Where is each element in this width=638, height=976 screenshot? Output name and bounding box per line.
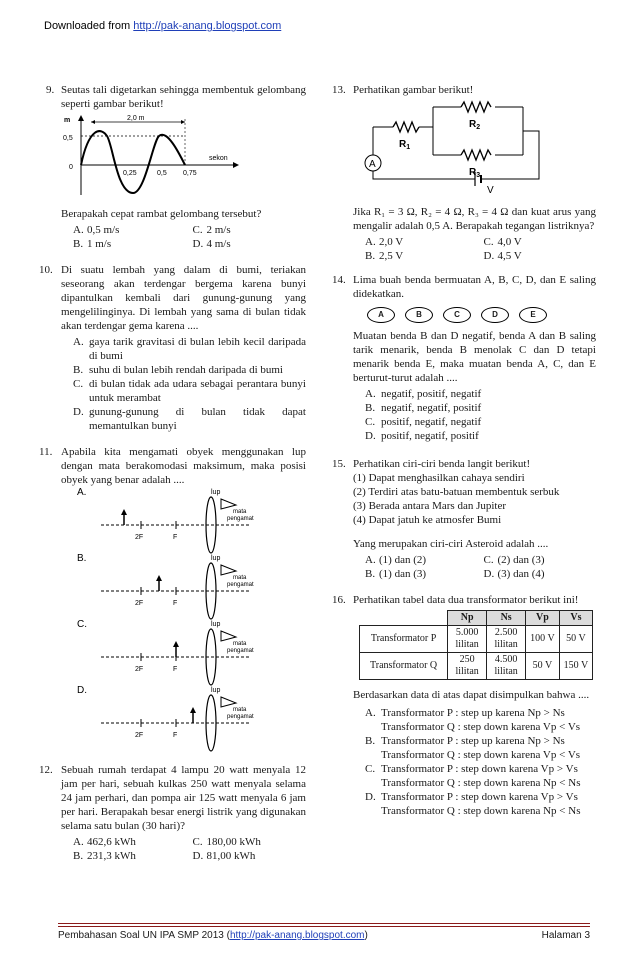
svg-text:mata: mata bbox=[233, 509, 247, 515]
question-prompt: Jika R₁ = 3 Ω, R₂ = 4 Ω, R₃ = 4 Ω dan kuat arus yang mengalir adalah 0,5 A. Berapakah tegangan listriknya? bbox=[353, 206, 596, 232]
header-prefix: Downloaded from bbox=[44, 20, 134, 32]
option-b[interactable]: B. suhu di bulan lebih rendah daripada di bumi bbox=[73, 364, 283, 376]
option-b[interactable]: B. 2,5 V bbox=[365, 250, 404, 262]
footer-link[interactable]: http://pak-anang.blogspot.com bbox=[229, 930, 365, 941]
option-c[interactable]: C. di bulan tidak ada udara sebagai perantara bunyi untuk merambat bbox=[73, 378, 306, 404]
feature-item: (3) Berada antara Mars dan Jupiter bbox=[353, 500, 507, 512]
option-b[interactable]: B. Transformator P : step up karena Np > Ns Transformator Q : step down karena Vp < Vs bbox=[365, 735, 581, 761]
feature-item: (4) Dapat jatuh ke atmosfer Bumi bbox=[353, 514, 502, 526]
question-prompt: Berapakah cepat rambat gelombang tersebut? bbox=[61, 208, 262, 220]
svg-text:lup: lup bbox=[211, 621, 221, 628]
x-tick-05: 0,5 bbox=[157, 170, 167, 177]
axis-label-sekon: sekon bbox=[209, 155, 228, 162]
header-ns: Ns bbox=[487, 611, 526, 626]
page-footer bbox=[58, 930, 590, 941]
svg-text:mata: mata bbox=[233, 641, 247, 647]
svg-text:lup: lup bbox=[211, 489, 221, 496]
options bbox=[347, 235, 596, 263]
question-text: Perhatikan gambar berikut! bbox=[353, 84, 474, 96]
question-9 bbox=[48, 83, 306, 251]
question-text: Perhatikan tabel data dua transformator berikut ini! bbox=[353, 594, 579, 606]
charged-objects bbox=[367, 307, 596, 323]
question-text: Apabila kita mengamati obyek menggunakan lup dengan mata berakomodasi maksimum, maka posisi obyek yang benar adalah .... bbox=[61, 446, 306, 486]
question-number: 9. bbox=[46, 84, 55, 96]
question-prompt: Yang merupakan ciri-ciri Asteroid adalah .... bbox=[353, 538, 549, 550]
question-text: Perhatikan ciri-ciri benda langit berikut! bbox=[353, 458, 531, 470]
object-b: B bbox=[405, 307, 433, 323]
svg-text:2F: 2F bbox=[135, 666, 144, 673]
option-d[interactable]: D. 4 m/s bbox=[192, 238, 231, 250]
page-header bbox=[44, 20, 281, 32]
lens-diagrams bbox=[61, 487, 306, 755]
svg-text:pengamat: pengamat bbox=[227, 516, 254, 522]
object-e: E bbox=[519, 307, 547, 323]
option-c[interactable]: C. 180,00 kWh bbox=[192, 836, 261, 848]
question-13 bbox=[334, 83, 596, 263]
svg-text:A.: A. bbox=[77, 487, 87, 498]
header-vs: Vs bbox=[559, 611, 593, 626]
left-column bbox=[39, 83, 306, 863]
svg-text:C.: C. bbox=[77, 619, 87, 630]
svg-text:2F: 2F bbox=[135, 600, 144, 607]
object-d: D bbox=[481, 307, 509, 323]
lens-diagram-a[interactable] bbox=[77, 487, 254, 553]
option-d[interactable]: D. gunung-gunung di bulan tidak dapat memantulkan bunyi bbox=[73, 406, 306, 432]
option-b[interactable]: B. 1 m/s bbox=[73, 238, 112, 250]
y-tick-05: 0,5 bbox=[63, 135, 73, 142]
question-number: 11. bbox=[39, 446, 53, 458]
option-c[interactable]: C. positif, negatif, negatif bbox=[365, 416, 482, 428]
question-number: 16. bbox=[332, 594, 346, 606]
question-14 bbox=[334, 273, 596, 443]
option-c[interactable]: C. Transformator P : step down karena Vp > Vs Transformator Q : step down karena Np < Ns bbox=[365, 763, 581, 789]
header-link[interactable]: http://pak-anang.blogspot.com bbox=[133, 20, 282, 32]
question-number: 14. bbox=[332, 274, 346, 286]
page-number: Halaman 3 bbox=[541, 930, 590, 941]
question-11 bbox=[39, 445, 306, 759]
footer-suffix: ) bbox=[364, 930, 368, 941]
option-b[interactable]: B. (1) dan (3) bbox=[365, 568, 427, 580]
header-vp: Vp bbox=[526, 611, 560, 626]
option-b[interactable]: B. negatif, negatif, positif bbox=[365, 402, 482, 414]
header-np: Np bbox=[448, 611, 487, 626]
svg-text:F: F bbox=[173, 666, 178, 673]
wave-figure bbox=[61, 113, 261, 199]
object-c: C bbox=[443, 307, 471, 323]
question-number: 10. bbox=[39, 264, 53, 276]
option-b[interactable]: B. 231,3 kWh bbox=[73, 850, 136, 862]
lens-diagram-d[interactable] bbox=[77, 685, 254, 751]
svg-text:F: F bbox=[173, 600, 178, 607]
transformer-table bbox=[359, 610, 593, 680]
table-row: Transformator P 5.000 lilitan 2.500 lilitan 100 V 50 V bbox=[360, 626, 593, 653]
svg-text:R3: $R_3$ bbox=[469, 167, 481, 179]
footer-prefix: Pembahasan Soal UN IPA SMP 2013 ( bbox=[58, 930, 230, 941]
svg-text:lup: lup bbox=[211, 555, 221, 562]
question-number: 12. bbox=[39, 764, 53, 776]
right-column bbox=[334, 83, 596, 818]
lens-diagram-c[interactable] bbox=[77, 619, 254, 685]
length-label: 2,0 m bbox=[127, 115, 145, 122]
table-row: Transformator Q 250 lilitan 4.500 lilitan 50 V 150 V bbox=[360, 653, 593, 680]
question-10 bbox=[39, 263, 306, 433]
question-15 bbox=[334, 457, 596, 581]
question-16 bbox=[334, 593, 596, 818]
feature-item: (2) Terdiri atas batu-batuan membentuk serbuk bbox=[353, 486, 560, 498]
question-text: Lima buah benda bermuatan A, B, C, D, dan E saling didekatkan. bbox=[353, 274, 596, 300]
question-text: Seutas tali digetarkan sehingga membentuk gelombang seperti gambar berikut! bbox=[61, 84, 306, 110]
table-header-row bbox=[360, 611, 593, 626]
svg-text:mata: mata bbox=[233, 575, 247, 581]
svg-text:2F: 2F bbox=[135, 732, 144, 739]
options bbox=[347, 706, 596, 818]
options bbox=[61, 835, 306, 863]
option-d[interactable]: D. Transformator P : step down karena Vp > Vs Transformator Q : step down karena Np < Ns bbox=[365, 791, 581, 817]
feature-list bbox=[347, 471, 596, 527]
svg-text:R2: $R_2$ bbox=[469, 119, 481, 131]
svg-text:pengamat: pengamat bbox=[227, 648, 254, 654]
option-a[interactable]: A. negatif, positif, negatif bbox=[365, 388, 482, 400]
feature-item: (1) Dapat menghasilkan cahaya sendiri bbox=[353, 472, 525, 484]
svg-text:V: V bbox=[487, 185, 494, 196]
option-d[interactable]: D. positif, negatif, positif bbox=[365, 430, 479, 442]
object-a: A bbox=[367, 307, 395, 323]
option-a[interactable]: A. gaya tarik gravitasi di bulan lebih kecil daripada di bumi bbox=[73, 336, 306, 362]
svg-text:2F: 2F bbox=[135, 534, 144, 541]
svg-text:F: F bbox=[173, 732, 178, 739]
option-a[interactable]: A. Transformator P : step up karena Np > Ns Transformator Q : step down karena Vp < Vs bbox=[365, 707, 581, 733]
options bbox=[61, 335, 306, 433]
option-d[interactable]: D. (3) dan (4) bbox=[483, 568, 545, 580]
question-prompt: Muatan benda B dan D negatif, benda A dan B saling tarik menarik, benda B menolak C dan D tetapi menarik benda E, maka muatan benda A, C, dan E berturut-turut adalah .... bbox=[353, 330, 596, 384]
option-c[interactable]: C. 4,0 V bbox=[483, 236, 522, 248]
axis-label-m: m bbox=[64, 117, 71, 124]
option-d[interactable]: D. 4,5 V bbox=[483, 250, 522, 262]
circuit-figure bbox=[353, 99, 553, 197]
footer-rule bbox=[58, 926, 590, 927]
question-text: Sebuah rumah terdapat 4 lampu 20 watt menyala 12 jam per hari, sebuah kulkas 250 watt menyala selama 24 jam perhari, dan pompa air 125 watt menyala 6 jam per hari. Berapakah besar energi listrik yang digunakan selama satu bulan (30 hari)? bbox=[61, 764, 306, 832]
question-number: 13. bbox=[332, 84, 346, 96]
options bbox=[347, 553, 596, 581]
svg-text:mata: mata bbox=[233, 707, 247, 713]
option-c[interactable]: C. 2 m/s bbox=[192, 224, 231, 236]
svg-text:R1: $R_1$ bbox=[399, 139, 411, 151]
svg-text:A: A bbox=[369, 159, 376, 170]
options bbox=[347, 387, 596, 443]
svg-text:pengamat: pengamat bbox=[227, 582, 254, 588]
question-text: Di suatu lembah yang dalam di bumi, teriakan seseorang akan terdengar bergema karena bunyi dipantulkan kembali dari gunung-gunung yang mengelilinginya. Di lembah yang sama di bulan tidak akan terdengar gema karena .... bbox=[61, 264, 306, 332]
option-a[interactable]: A. 0,5 m/s bbox=[73, 224, 120, 236]
options bbox=[61, 223, 306, 251]
svg-text:D.: D. bbox=[77, 685, 87, 696]
x-tick-025: 0,25 bbox=[123, 170, 137, 177]
question-prompt: Berdasarkan data di atas dapat disimpulkan bahwa .... bbox=[353, 689, 590, 701]
svg-text:lup: lup bbox=[211, 687, 221, 694]
question-12 bbox=[39, 763, 306, 863]
lens-diagram-b[interactable] bbox=[77, 553, 254, 619]
svg-text:pengamat: pengamat bbox=[227, 714, 254, 720]
x-tick-075: 0,75 bbox=[183, 170, 197, 177]
option-a[interactable]: A. (1) dan (2) bbox=[365, 554, 427, 566]
footer-rule bbox=[58, 923, 590, 924]
option-c[interactable]: C. (2) dan (3) bbox=[483, 554, 545, 566]
option-a[interactable]: A. 2,0 V bbox=[365, 236, 404, 248]
question-number: 15. bbox=[332, 458, 346, 470]
svg-text:F: F bbox=[173, 534, 178, 541]
option-d[interactable]: D. 81,00 kWh bbox=[192, 850, 256, 862]
y-tick-0: 0 bbox=[69, 164, 73, 171]
option-a[interactable]: A. 462,6 kWh bbox=[73, 836, 136, 848]
svg-text:B.: B. bbox=[77, 553, 87, 564]
